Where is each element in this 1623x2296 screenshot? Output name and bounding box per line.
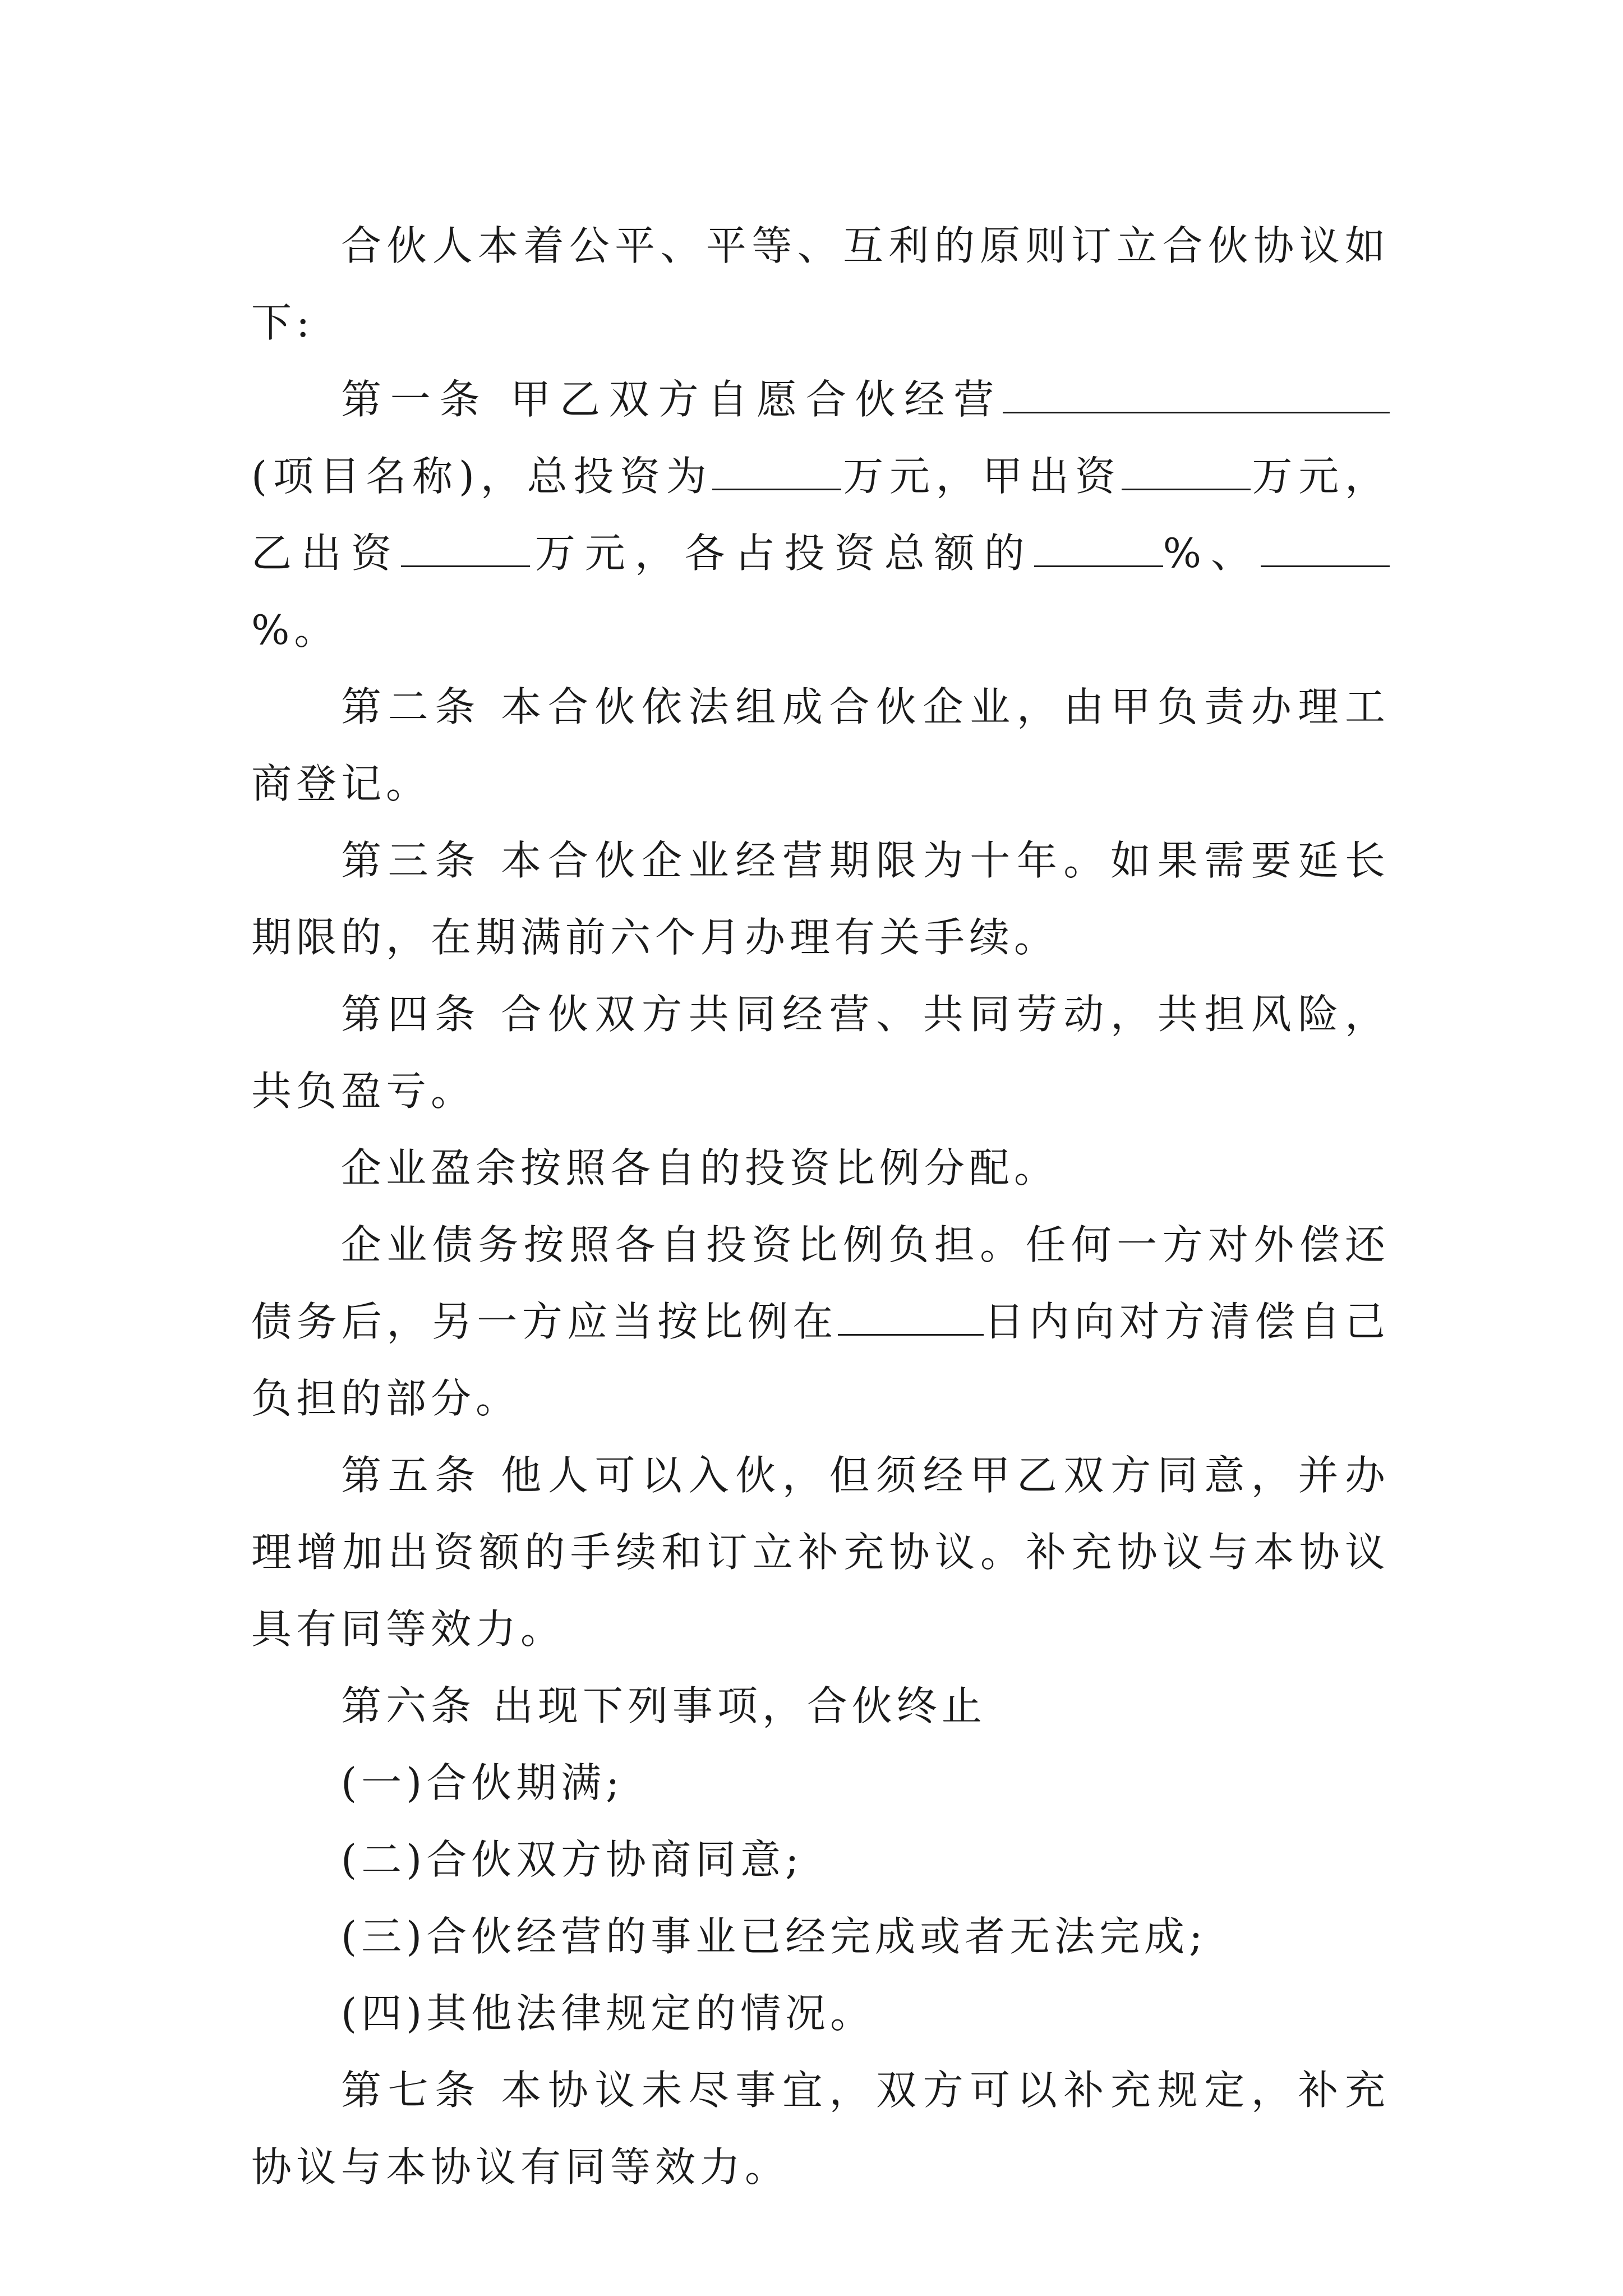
termination-item-3: (三)合伙经营的事业已经完成或者无法完成; [341,1913,1207,1960]
article-6-paragraph: 第六条 出现下列事项，合伙终止 [341,1682,986,1729]
document-body [251,208,1390,2206]
debt-text-2: 日内向对方清偿自己负担的部分。 [251,1298,1390,1422]
surplus-paragraph: 企业盈余按照各自的投资比例分配。 [341,1144,1059,1191]
article-1-text-1: 第一条 甲乙双方自愿合伙经营 [341,376,1003,423]
article-1-text-6: %、 [1163,530,1261,577]
party-a-investment-blank [1122,455,1251,490]
debt-paragraph [251,1207,1390,1437]
project-name-blank [1003,378,1390,413]
article-1-paragraph [251,361,1390,669]
total-investment-blank [712,455,841,490]
article-1-text-4: 万元，乙出资 [251,453,1390,577]
article-3-paragraph: 第三条 本合伙企业经营期限为十年。如果需要延长期限的，在期满前六个月办理有关手续。 [251,837,1390,961]
termination-item-4: (四)其他法律规定的情况。 [341,1990,875,2037]
party-b-investment-blank [401,532,530,567]
days-blank [838,1300,984,1336]
article-5-paragraph: 第五条 他人可以入伙，但须经甲乙双方同意，并办理增加出资额的手续和订立补充协议。补充协议与本协议具有同等效力。 [251,1452,1390,1653]
intro-paragraph: 合伙人本着公平、平等、互利的原则订立合伙协议如下: [251,222,1390,346]
article-1-text-7: %。 [251,606,339,654]
article-7-paragraph: 第七条 本协议未尽事宜，双方可以补充规定，补充协议与本协议有同等效力。 [251,2067,1390,2191]
termination-item-2: (二)合伙双方协商同意; [341,1836,804,1883]
termination-item-1: (一)合伙期满; [341,1759,624,1806]
party-b-percent-blank [1261,532,1390,567]
article-1-text-2: (项目名称)，总投资为 [251,453,713,500]
article-1-text-5: 万元，各占投资总额的 [529,530,1034,577]
article-2-paragraph: 第二条 本合伙依法组成合伙企业，由甲负责办理工商登记。 [251,683,1390,807]
article-1-text-3: 万元，甲出资 [841,453,1122,500]
debt-text-1: 企业债务按照各自投资比例负担。任何一方对外偿还债务后，另一方应当按比例在 [251,1221,1390,1345]
article-4-paragraph: 第四条 合伙双方共同经营、共同劳动，共担风险，共负盈亏。 [251,991,1390,1115]
party-a-percent-blank [1034,532,1163,567]
